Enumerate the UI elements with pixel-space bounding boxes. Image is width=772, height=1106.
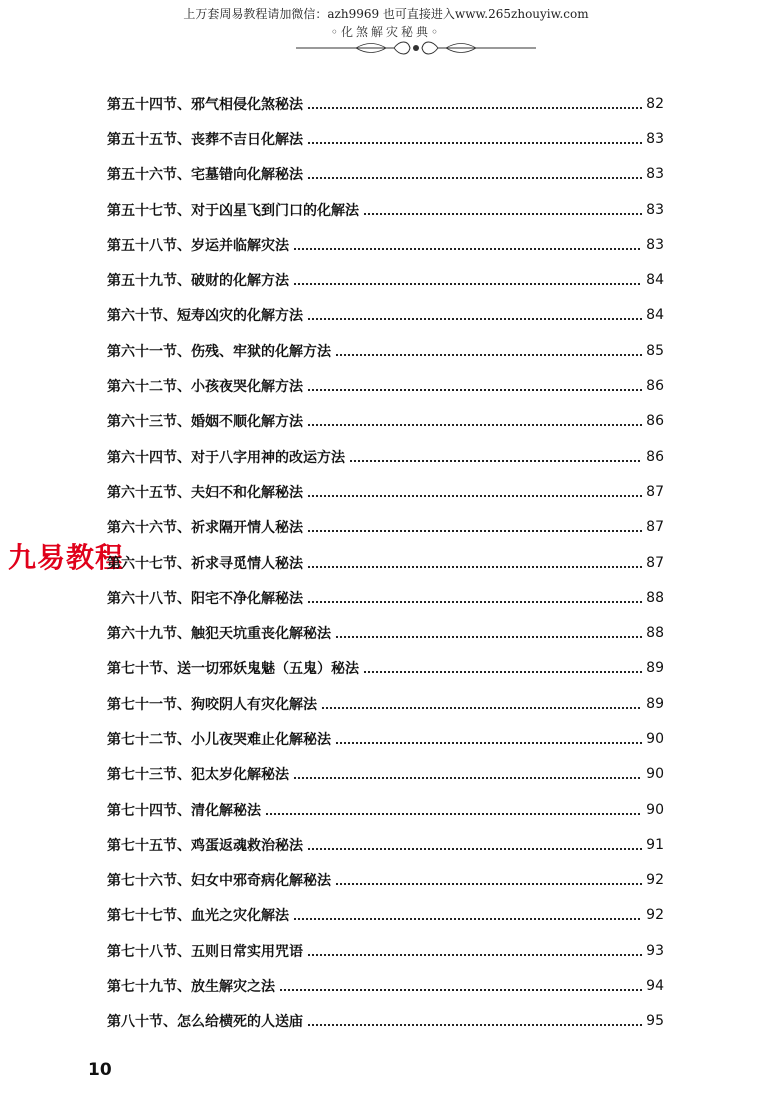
toc-entry-title: 第七十八节、五则日常实用咒语 xyxy=(107,943,303,960)
toc-entry[interactable] xyxy=(107,651,664,686)
toc-entry-page: 88 xyxy=(646,589,664,606)
toc-dot-leader xyxy=(293,918,642,920)
toc-entry-page: 94 xyxy=(646,978,664,995)
toc-entry-page: 85 xyxy=(646,342,664,359)
toc-entry[interactable] xyxy=(107,792,664,827)
toc-entry[interactable] xyxy=(107,686,664,721)
toc-entry-page: 95 xyxy=(646,1013,664,1030)
toc-entry[interactable] xyxy=(107,86,664,121)
toc-dot-leader xyxy=(307,495,642,497)
toc-dot-leader xyxy=(335,883,642,885)
toc-entry[interactable] xyxy=(107,863,664,898)
toc-dot-leader xyxy=(307,530,642,532)
toc-entry-title: 第七十五节、鸡蛋返魂救治秘法 xyxy=(107,837,303,854)
toc-dot-leader xyxy=(307,318,642,320)
toc-dot-leader xyxy=(265,813,642,815)
toc-dot-leader xyxy=(321,707,642,709)
toc-entry-title: 第五十五节、丧葬不吉日化解法 xyxy=(107,131,303,148)
toc-dot-leader xyxy=(335,742,642,744)
toc-entry[interactable] xyxy=(107,615,664,650)
toc-entry[interactable] xyxy=(107,157,664,192)
toc-entry-title: 第六十三节、婚姻不顺化解方法 xyxy=(107,414,303,431)
toc-entry-page: 87 xyxy=(646,554,664,571)
toc-entry-page: 87 xyxy=(646,483,664,500)
toc-entry[interactable] xyxy=(107,192,664,227)
toc-dot-leader xyxy=(279,989,642,991)
toc-entry-title: 第五十四节、邪气相侵化煞秘法 xyxy=(107,96,303,113)
table-of-contents xyxy=(107,86,664,1039)
toc-entry-title: 第六十八节、阳宅不净化解秘法 xyxy=(107,590,303,607)
toc-dot-leader xyxy=(335,636,642,638)
toc-dot-leader xyxy=(307,848,642,850)
toc-entry-title: 第七十一节、狗咬阴人有灾化解法 xyxy=(107,696,317,713)
toc-dot-leader xyxy=(349,460,642,462)
toc-entry[interactable] xyxy=(107,227,664,262)
toc-entry[interactable] xyxy=(107,404,664,439)
toc-entry-title: 第七十节、送一切邪妖鬼魅（五鬼）秘法 xyxy=(107,661,359,678)
toc-entry-page: 86 xyxy=(646,413,664,430)
toc-entry-page: 92 xyxy=(646,907,664,924)
toc-dot-leader xyxy=(307,389,642,391)
toc-entry-page: 86 xyxy=(646,378,664,395)
toc-entry-page: 87 xyxy=(646,519,664,536)
toc-dot-leader xyxy=(293,777,642,779)
toc-dot-leader xyxy=(307,177,642,179)
toc-entry[interactable] xyxy=(107,439,664,474)
toc-entry[interactable] xyxy=(107,510,664,545)
toc-entry[interactable] xyxy=(107,298,664,333)
book-title: ◦化煞解灾秘典◦ xyxy=(330,25,442,39)
toc-entry-title: 第六十四节、对于八字用神的改运方法 xyxy=(107,449,345,466)
toc-entry-title: 第七十四节、清化解秘法 xyxy=(107,802,261,819)
toc-dot-leader xyxy=(363,213,642,215)
toc-dot-leader xyxy=(307,566,642,568)
toc-dot-leader xyxy=(307,1024,642,1026)
toc-dot-leader xyxy=(307,107,642,109)
toc-entry[interactable] xyxy=(107,333,664,368)
toc-dot-leader xyxy=(307,601,642,603)
toc-entry-page: 83 xyxy=(646,201,664,218)
toc-entry-page: 88 xyxy=(646,625,664,642)
toc-entry-title: 第五十七节、对于凶星飞到门口的化解法 xyxy=(107,202,359,219)
toc-dot-leader xyxy=(307,142,642,144)
toc-entry-page: 91 xyxy=(646,836,664,853)
toc-entry-page: 83 xyxy=(646,130,664,147)
toc-dot-leader xyxy=(293,248,642,250)
toc-entry-title: 第五十六节、宅墓错向化解秘法 xyxy=(107,167,303,184)
toc-entry[interactable] xyxy=(107,968,664,1003)
toc-entry-page: 84 xyxy=(646,307,664,324)
toc-entry-title: 第八十节、怎么给横死的人送庙 xyxy=(107,1014,303,1031)
toc-entry-title: 第七十二节、小儿夜哭难止化解秘法 xyxy=(107,731,331,748)
page-number: 10 xyxy=(88,1060,112,1080)
toc-entry-page: 92 xyxy=(646,872,664,889)
toc-entry-title: 第五十九节、破财的化解方法 xyxy=(107,273,289,290)
toc-entry[interactable] xyxy=(107,721,664,756)
toc-entry-page: 89 xyxy=(646,660,664,677)
watermark-text: 九易教程 xyxy=(8,541,125,574)
toc-dot-leader xyxy=(307,424,642,426)
toc-entry-page: 89 xyxy=(646,695,664,712)
toc-entry-page: 93 xyxy=(646,942,664,959)
toc-entry-title: 第六十七节、祈求寻觅情人秘法 xyxy=(107,555,303,572)
toc-entry-page: 83 xyxy=(646,236,664,253)
toc-dot-leader xyxy=(293,283,642,285)
toc-entry-title: 第六十九节、触犯天坑重丧化解秘法 xyxy=(107,626,331,643)
toc-entry-title: 第七十三节、犯太岁化解秘法 xyxy=(107,767,289,784)
toc-entry-title: 第六十节、短寿凶灾的化解方法 xyxy=(107,308,303,325)
toc-entry-page: 83 xyxy=(646,166,664,183)
toc-entry[interactable] xyxy=(107,1004,664,1039)
toc-entry-title: 第五十八节、岁运并临解灾法 xyxy=(107,237,289,254)
toc-entry-page: 82 xyxy=(646,95,664,112)
toc-entry-title: 第七十九节、放生解灾之法 xyxy=(107,979,275,996)
toc-entry-title: 第六十一节、伤残、牢狱的化解方法 xyxy=(107,343,331,360)
header-promo-text: 上万套周易教程请加微信：azh9969 也可直接进入www.265zhouyiw.com xyxy=(183,7,589,21)
toc-entry[interactable] xyxy=(107,368,664,403)
toc-entry[interactable] xyxy=(107,580,664,615)
toc-entry-title: 第七十七节、血光之灾化解法 xyxy=(107,908,289,925)
toc-entry[interactable] xyxy=(107,262,664,297)
toc-entry-page: 84 xyxy=(646,272,664,289)
toc-entry-title: 第七十六节、妇女中邪奇病化解秘法 xyxy=(107,873,331,890)
toc-entry-title: 第六十二节、小孩夜哭化解方法 xyxy=(107,379,303,396)
toc-dot-leader xyxy=(335,354,642,356)
ornament-divider-icon xyxy=(296,38,536,58)
toc-entry[interactable] xyxy=(107,827,664,862)
toc-entry[interactable] xyxy=(107,121,664,156)
toc-dot-leader xyxy=(307,954,642,956)
toc-entry-title: 第六十六节、祈求隔开情人秘法 xyxy=(107,520,303,537)
toc-entry-page: 90 xyxy=(646,730,664,747)
toc-entry-page: 90 xyxy=(646,801,664,818)
toc-entry[interactable] xyxy=(107,933,664,968)
toc-entry-page: 86 xyxy=(646,448,664,465)
toc-entry-title: 第六十五节、夫妇不和化解秘法 xyxy=(107,484,303,501)
toc-entry-page: 90 xyxy=(646,766,664,783)
toc-entry[interactable] xyxy=(107,545,664,580)
toc-entry[interactable] xyxy=(107,474,664,509)
toc-entry[interactable] xyxy=(107,757,664,792)
toc-entry[interactable] xyxy=(107,898,664,933)
toc-dot-leader xyxy=(363,671,642,673)
